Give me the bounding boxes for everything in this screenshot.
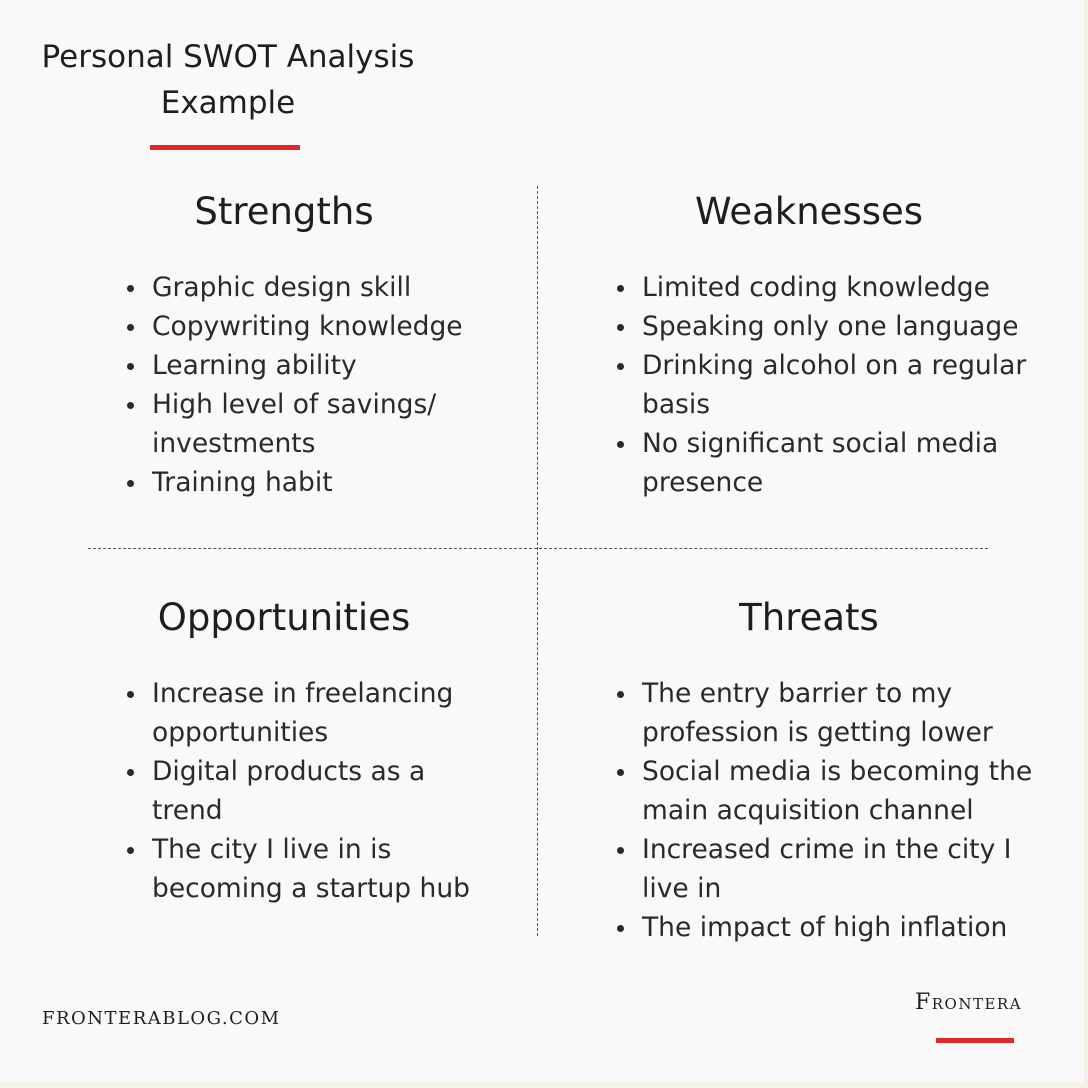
strengths-quadrant (124, 190, 463, 498)
horizontal-divider (88, 548, 988, 549)
footer-site-url: FRONTERABLOG.COM (42, 1008, 281, 1029)
list-item: The city I live in is becoming a startup hub (124, 830, 504, 908)
page-title (28, 34, 428, 126)
weaknesses-heading: Weaknesses (694, 190, 924, 233)
opportunities-quadrant (124, 596, 470, 904)
list-item: The entry barrier to my profession is getting lower (614, 674, 1034, 752)
brand-underline (936, 1038, 1014, 1043)
list-item: Limited coding knowledge (614, 268, 1034, 307)
strengths-heading: Strengths (194, 190, 374, 233)
list-item: Copywriting knowledge (124, 307, 504, 346)
list-item: Drinking alcohol on a regular basis (614, 346, 1034, 424)
list-item: Increased crime in the city I live in (614, 830, 1034, 908)
strengths-list (124, 268, 504, 502)
list-item: Digital products as a trend (124, 752, 504, 830)
opportunities-heading: Opportunities (157, 596, 411, 639)
list-item: Graphic design skill (124, 268, 504, 307)
weaknesses-list (614, 268, 1034, 502)
list-item: Social media is becoming the main acquisition channel (614, 752, 1034, 830)
weaknesses-quadrant (614, 190, 1027, 498)
list-item: Increase in freelancing opportunities (124, 674, 504, 752)
list-item: Speaking only one language (614, 307, 1034, 346)
threats-list (614, 674, 1034, 947)
list-item: No significant social media presence (614, 424, 1034, 502)
list-item: Training habit (124, 463, 504, 502)
threats-quadrant (614, 596, 1033, 943)
brand-logo: Frontera (915, 990, 1023, 1015)
title-underline (150, 145, 300, 150)
title-line-2: Example (160, 85, 296, 121)
threats-heading: Threats (739, 596, 879, 639)
opportunities-list (124, 674, 504, 908)
title-line-1: Personal SWOT Analysis (41, 39, 415, 75)
list-item: The impact of high inflation (614, 908, 1034, 947)
vertical-divider (537, 186, 538, 936)
list-item: Learning ability (124, 346, 504, 385)
list-item: High level of savings/ investments (124, 385, 504, 463)
